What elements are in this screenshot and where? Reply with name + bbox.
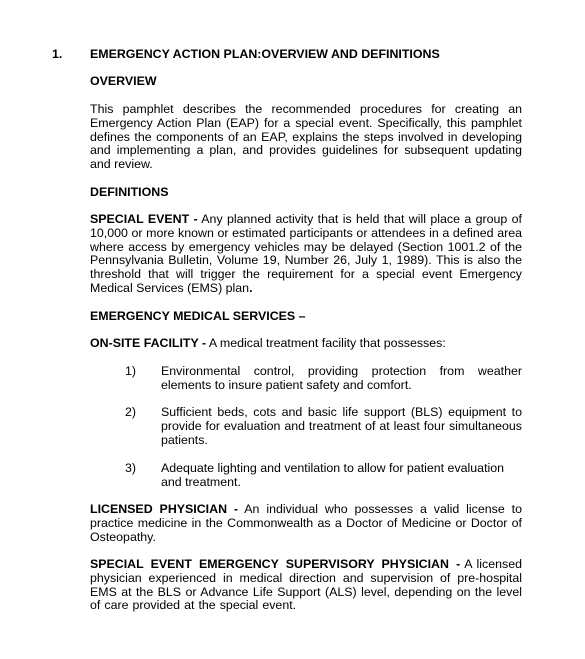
- licensed-physician-text: An individual who possesses a valid license to practice medicine in the Commonwealth as a Doctor of Medicine or Doctor of Osteopathy.: [90, 502, 522, 544]
- list-item-number: 3): [125, 461, 137, 475]
- list-item-text: Sufficient beds, cots and basic life support (BLS) equipment to provide for evaluation and treatment of at least four simultaneous patients.: [161, 405, 522, 447]
- supervisory-physician-text: A licensed physician experienced in medical direction and supervision of pre-hospital EMS at the BLS or Advance Life Support (ALS) level, depending on the level of care provided at the special event.: [90, 557, 522, 613]
- special-event-text: Any planned activity that is held that will place a group of 10,000 or more known or estimated participants or attendees in a defined area where access by emergency vehicles may be delayed (Section 1001.2 of the Pennsylvania Bulletin, Volume 19, Number 26, July 1, 1989). This is also the threshold that will trigger the requirement for a special event Emergency Medical Services (EMS) plan: [90, 212, 522, 295]
- special-event-definition: [90, 213, 522, 296]
- list-item-number: 1): [125, 364, 137, 378]
- ems-heading: EMERGENCY MEDICAL SERVICES –: [90, 309, 306, 323]
- overview-paragraph: This pamphlet describes the recommended procedures for creating an Emergency Action Plan (EAP) for a special event. Specifically, this pamphlet defines the components of an EAP, explains the steps involved in developing and implementing a plan, and provides guidelines for subsequent updating and review.: [90, 102, 522, 172]
- supervisory-physician-definition: [90, 558, 522, 613]
- list-item-text: Environmental control, providing protection from weather elements to insure patient safety and comfort.: [161, 364, 522, 392]
- licensed-physician-term: LICENSED PHYSICIAN -: [90, 502, 239, 516]
- list-item-number: 2): [125, 405, 137, 419]
- licensed-physician-definition: [90, 503, 522, 544]
- onsite-facility-term: ON-SITE FACILITY -: [90, 336, 207, 350]
- onsite-facility-text: A medical treatment facility that possesses:: [206, 336, 446, 350]
- special-event-term: SPECIAL EVENT -: [90, 212, 198, 226]
- onsite-facility-definition: [90, 337, 522, 351]
- overview-heading: OVERVIEW: [90, 74, 157, 88]
- list-item-text: Adequate lighting and ventilation to allow for patient evaluation and treatment.: [161, 461, 505, 489]
- supervisory-physician-term: SPECIAL EVENT EMERGENCY SUPERVISORY PHYSICIAN -: [90, 557, 461, 571]
- section-number: 1.: [52, 47, 63, 61]
- definitions-heading: DEFINITIONS: [90, 185, 169, 199]
- special-event-end: .: [249, 280, 253, 295]
- section-title: EMERGENCY ACTION PLAN:OVERVIEW AND DEFINITIONS: [90, 47, 440, 61]
